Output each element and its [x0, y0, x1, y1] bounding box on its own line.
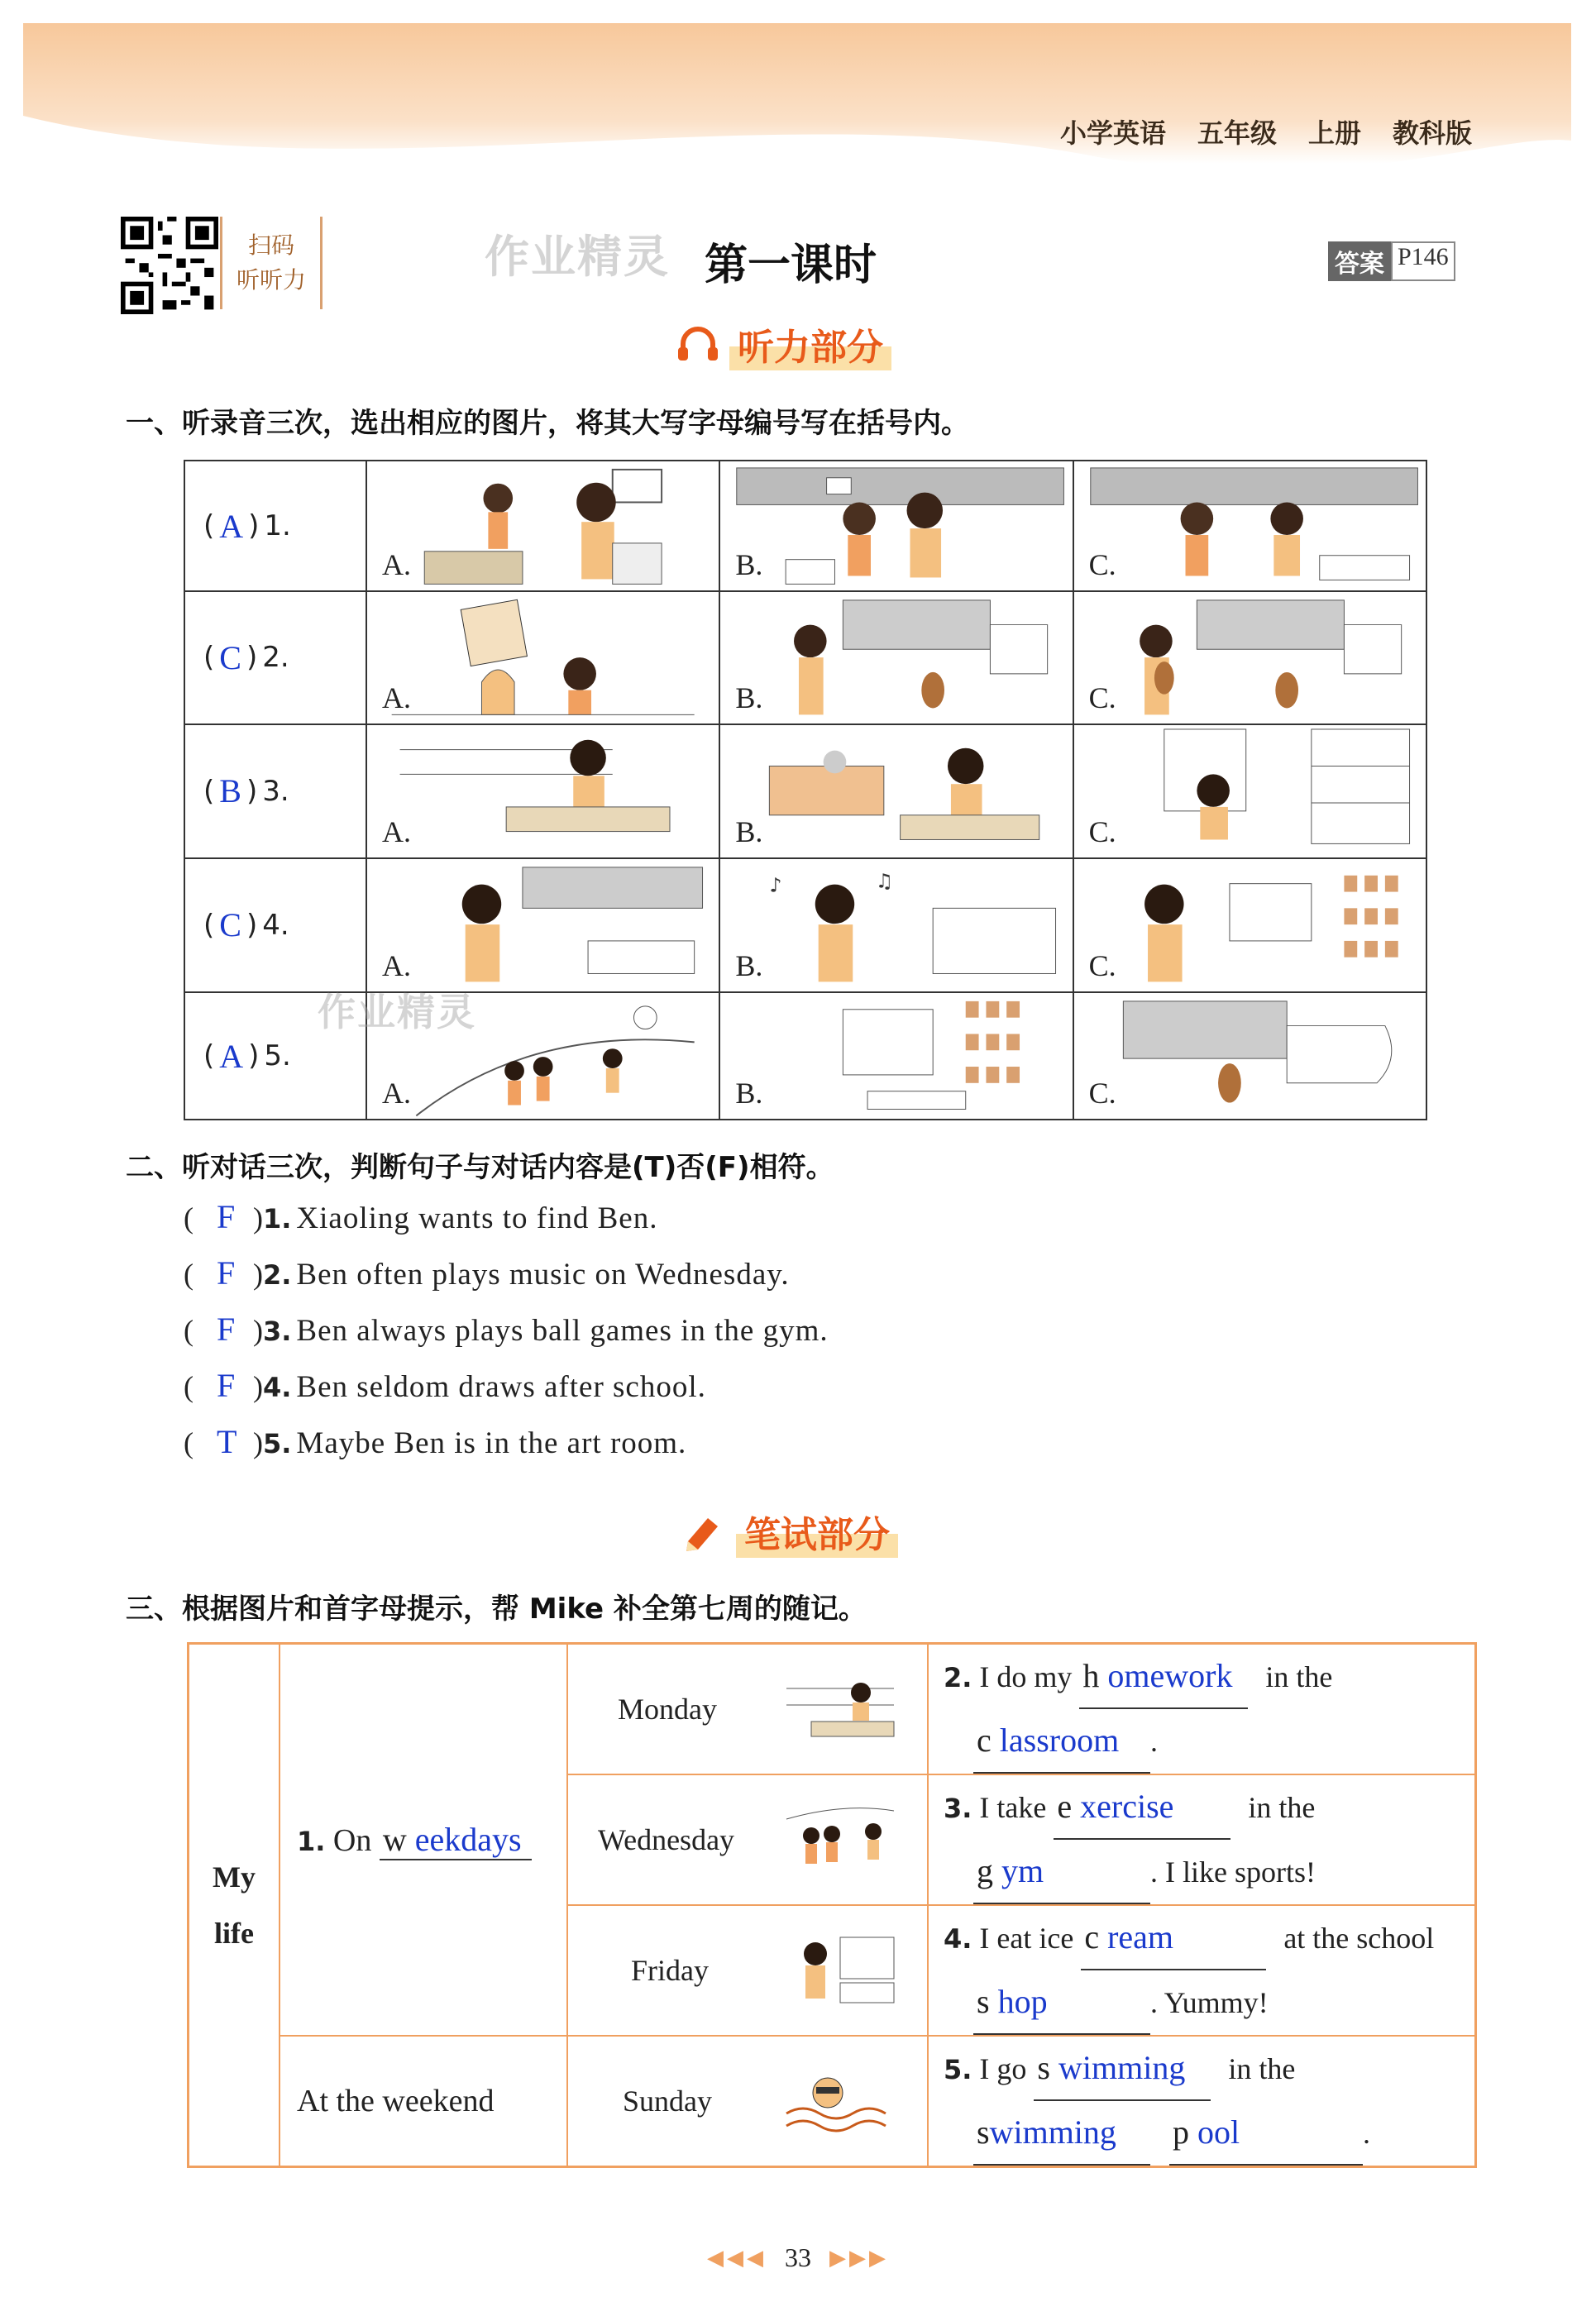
hint-letter: g: [977, 1852, 993, 1889]
option-letter: C.: [1088, 1077, 1116, 1110]
fill-blank[interactable]: [1054, 1775, 1230, 1840]
fill-blank[interactable]: [973, 1840, 1150, 1904]
blank-answer: ym: [1001, 1852, 1044, 1889]
option-letter: C.: [1088, 548, 1116, 582]
svg-text:♫: ♫: [876, 869, 894, 893]
sentence-text: . I like sports!: [1150, 1855, 1316, 1889]
option-letter: A.: [382, 681, 411, 714]
answer-label: 答案: [1328, 241, 1391, 281]
item-number: 4.: [263, 1372, 292, 1403]
option-letter: A.: [382, 1077, 411, 1110]
sentence-cell: [928, 1905, 1476, 2036]
pencil-icon: [683, 1512, 726, 1551]
school-shop-icon: [720, 993, 1072, 1119]
item-text: On: [332, 1822, 372, 1858]
option-letter: B.: [735, 949, 763, 983]
day-cell: [567, 2036, 928, 2167]
weekend-cell: [280, 2036, 567, 2167]
question-number: 5.: [264, 1039, 291, 1073]
blank-answer: eekdays: [414, 1820, 522, 1858]
boy-at-school-desk-icon: [367, 725, 719, 857]
list-item: ( T ) 5. Maybe Ben is in the art room.: [184, 1423, 687, 1460]
weekly-notes-table: [187, 1642, 1477, 2168]
option-letter: C.: [1088, 814, 1116, 848]
option-picture[interactable]: [719, 591, 1073, 724]
hint-letter: p: [1173, 2113, 1189, 2151]
hint-letter: s: [977, 2113, 990, 2151]
blank-answer: wimming: [989, 2113, 1116, 2151]
question-1-title: 一、听录音三次，选出相应的图片，将其大写字母编号写在括号内。: [126, 407, 969, 440]
weekend-label: At the weekend: [297, 2084, 495, 2118]
sentence-text: I take: [979, 1791, 1047, 1824]
book-info: [1060, 112, 1472, 150]
answer-value[interactable]: F: [217, 1367, 236, 1404]
sentence-cell: [928, 1644, 1476, 1775]
my-label: My: [213, 1860, 256, 1894]
question-2-title: 二、听对话三次，判断句子与对话内容是(T)否(F)相符。: [126, 1151, 834, 1184]
item-number: 2.: [263, 1259, 292, 1291]
ice-cream-shop-icon: [778, 1925, 902, 2016]
lesson-title: 第一课时: [705, 241, 877, 290]
fill-blank[interactable]: [1034, 2037, 1211, 2101]
answer-reference[interactable]: [1328, 241, 1455, 281]
option-picture[interactable]: [366, 461, 719, 591]
option-letter: B.: [735, 814, 763, 848]
kids-exercise-icon: [778, 1794, 902, 1885]
boy-in-library-icon: [1074, 725, 1426, 857]
item-number: 3.: [944, 1793, 972, 1824]
question-number: 2.: [262, 641, 289, 675]
girl-eating-classroom-icon: [367, 859, 719, 991]
question-number: 3.: [262, 774, 289, 808]
statement-text: Xiaoling wants to find Ben.: [296, 1201, 658, 1235]
table-row: [184, 591, 1426, 724]
item-number: 1.: [297, 1825, 326, 1857]
sentence-cell: [928, 2036, 1476, 2167]
statement-text: Ben always plays ball games in the gym.: [296, 1314, 829, 1348]
option-letter: A.: [382, 814, 411, 848]
girl-eating-music-room-icon: [720, 859, 1072, 991]
list-item: ( F ) 1. Xiaoling wants to find Ben.: [184, 1198, 658, 1235]
blank-answer: ream: [1107, 1918, 1174, 1956]
item-number: 3.: [263, 1316, 292, 1347]
listening-section-title: 听力部分: [729, 318, 891, 370]
headphones-icon: [676, 324, 719, 364]
hint-letter: c: [1084, 1918, 1100, 1956]
option-letter: C.: [1088, 949, 1116, 983]
homework-desk-icon: [778, 1664, 902, 1755]
scan-line-1: 扫码: [247, 232, 294, 259]
table-row: [184, 724, 1426, 858]
sentence-text: in the: [1265, 1660, 1333, 1693]
watermark: 作业精灵: [318, 990, 476, 1034]
list-item: ( F ) 2. Ben often plays music on Wednesday.: [184, 1254, 790, 1292]
prev-arrows-icon[interactable]: ◀◀◀: [707, 2245, 767, 2271]
question-number-cell: ( C ) 2.: [184, 591, 366, 724]
blank-answer: lassroom: [999, 1722, 1120, 1759]
sentence-text: I do my: [979, 1660, 1073, 1693]
list-item: ( F ) 3. Ben always plays ball games in the gym.: [184, 1311, 829, 1348]
sentence-text: .: [1150, 1725, 1158, 1758]
answer-page: P146: [1391, 241, 1455, 281]
day-label: Wednesday: [598, 1823, 735, 1856]
blank-answer: omework: [1107, 1657, 1233, 1694]
art-easel-icon: [367, 592, 719, 723]
table-row: [189, 2036, 1476, 2167]
answer-value[interactable]: B: [219, 772, 241, 810]
fill-blank[interactable]: [380, 1820, 532, 1860]
question-number-cell: ( C ) 4.: [184, 858, 366, 992]
swimming-icon: [778, 2056, 902, 2147]
hint-letter: c: [977, 1722, 992, 1759]
option-letter: B.: [735, 1077, 763, 1110]
hint-letter: e: [1057, 1788, 1073, 1825]
qr-code-icon[interactable]: [121, 217, 218, 314]
option-picture[interactable]: [719, 992, 1073, 1120]
option-picture[interactable]: [719, 724, 1073, 858]
option-picture[interactable]: [719, 461, 1073, 591]
two-students-icon: [720, 461, 1072, 590]
statement-text: Ben often plays music on Wednesday.: [296, 1258, 790, 1292]
hint-letter: w: [382, 1820, 407, 1858]
two-girls-desks-icon: [1074, 461, 1426, 590]
option-letter: C.: [1088, 681, 1116, 714]
option-picture[interactable]: [1073, 724, 1426, 858]
answer-value[interactable]: T: [217, 1423, 237, 1460]
option-picture[interactable]: [366, 858, 719, 992]
boy-at-home-bed-icon: [720, 725, 1072, 857]
subject-label: 小学英语: [1059, 117, 1166, 149]
next-arrows-icon[interactable]: ▶▶▶: [829, 2245, 889, 2271]
volume-label: 上册: [1307, 117, 1361, 149]
classroom-teacher-icon: [367, 461, 719, 590]
item-number: 5.: [944, 2054, 972, 2085]
my-life-cell: [189, 1644, 280, 2167]
day-cell: [567, 1774, 928, 1905]
sentence-text: . Yummy!: [1150, 1986, 1269, 2019]
hint-letter: s: [1037, 2049, 1050, 2086]
answer-value[interactable]: F: [217, 1198, 236, 1235]
statement-text: Ben seldom draws after school.: [296, 1370, 706, 1404]
page-footer: [0, 2242, 1596, 2273]
hint-letter: h: [1082, 1657, 1100, 1694]
question-number: 4.: [262, 908, 289, 942]
day-cell: [567, 1644, 928, 1775]
sentence-text: I eat ice: [979, 1922, 1074, 1955]
blank-answer: wimming: [1058, 2049, 1186, 2086]
option-picture[interactable]: [1073, 461, 1426, 591]
option-picture[interactable]: [1073, 992, 1426, 1120]
table-row: [184, 461, 1426, 591]
weekdays-cell: [280, 1644, 567, 2037]
day-label: Sunday: [623, 2085, 712, 2118]
listening-section-heading: [676, 318, 891, 370]
girl-playing-violin-icon: [1074, 592, 1426, 723]
fill-blank[interactable]: [973, 2101, 1150, 2166]
question-3-title: 三、根据图片和首字母提示，帮 Mike 补全第七周的随记。: [126, 1593, 867, 1626]
fill-blank[interactable]: [1081, 1906, 1266, 1970]
option-picture[interactable]: [1073, 858, 1426, 992]
life-label: life: [214, 1917, 254, 1950]
day-cell: [567, 1905, 928, 2036]
scan-line-2: 听听力: [236, 266, 306, 294]
true-false-list: [184, 1197, 829, 1478]
question-number-cell: ( A ) 5.: [184, 992, 366, 1120]
blank-answer: ool: [1197, 2113, 1240, 2151]
scan-to-listen-label: [220, 217, 323, 309]
answer-value[interactable]: F: [217, 1254, 236, 1292]
list-item: ( F ) 4. Ben seldom draws after school.: [184, 1367, 706, 1404]
item-number: 1.: [263, 1203, 292, 1235]
writing-section-heading: [683, 1505, 898, 1558]
svg-text:♪: ♪: [769, 873, 782, 897]
item-number: 2.: [944, 1662, 972, 1693]
blank-answer: xercise: [1080, 1788, 1174, 1825]
table-row: [184, 858, 1426, 992]
day-label: Monday: [618, 1693, 717, 1726]
sentence-text: in the: [1228, 2052, 1296, 2085]
question-number-cell: ( B ) 3.: [184, 724, 366, 858]
fill-blank[interactable]: [973, 1970, 1150, 2035]
sentence-text: I go: [979, 2052, 1027, 2085]
option-picture[interactable]: [719, 858, 1073, 992]
sentence-text: .: [1363, 2117, 1370, 2150]
edition-label: 教科版: [1392, 117, 1472, 149]
hint-letter: s: [977, 1983, 990, 2020]
fill-blank[interactable]: [1079, 1645, 1248, 1709]
girl-eating-shop-icon: [1074, 859, 1426, 991]
fill-blank[interactable]: [973, 1709, 1150, 1774]
page-number: 33: [785, 2242, 811, 2272]
option-picture[interactable]: [1073, 591, 1426, 724]
option-picture[interactable]: [366, 724, 719, 858]
day-label: Friday: [631, 1954, 709, 1987]
fill-blank[interactable]: [1169, 2101, 1363, 2166]
answer-value[interactable]: A: [219, 507, 244, 545]
answer-value[interactable]: C: [219, 638, 241, 676]
answer-value[interactable]: F: [217, 1311, 236, 1348]
sentence-text: at the school: [1283, 1922, 1435, 1955]
item-number: 4.: [944, 1923, 972, 1955]
piano-violin-room-icon: [1074, 993, 1426, 1119]
option-picture[interactable]: [366, 591, 719, 724]
option-letter: A.: [382, 949, 411, 983]
watermark: 作业精灵: [485, 231, 670, 283]
answer-value[interactable]: C: [219, 906, 241, 944]
sentence-text: in the: [1248, 1791, 1316, 1824]
music-room-icon: [720, 592, 1072, 723]
question-number-cell: ( A ) 1.: [184, 461, 366, 591]
answer-value[interactable]: A: [219, 1037, 244, 1075]
question-number: 1.: [264, 509, 291, 543]
grade-label: 五年级: [1197, 117, 1277, 149]
blank-answer: hop: [997, 1983, 1048, 2020]
sentence-cell: [928, 1774, 1476, 1905]
option-letter: B.: [735, 681, 763, 714]
table-row: [189, 1644, 1476, 1775]
option-letter: A.: [382, 548, 411, 582]
writing-section-title: 笔试部分: [736, 1505, 898, 1558]
item-number: 5.: [263, 1428, 292, 1459]
statement-text: Maybe Ben is in the art room.: [296, 1426, 687, 1460]
option-letter: B.: [735, 548, 763, 582]
